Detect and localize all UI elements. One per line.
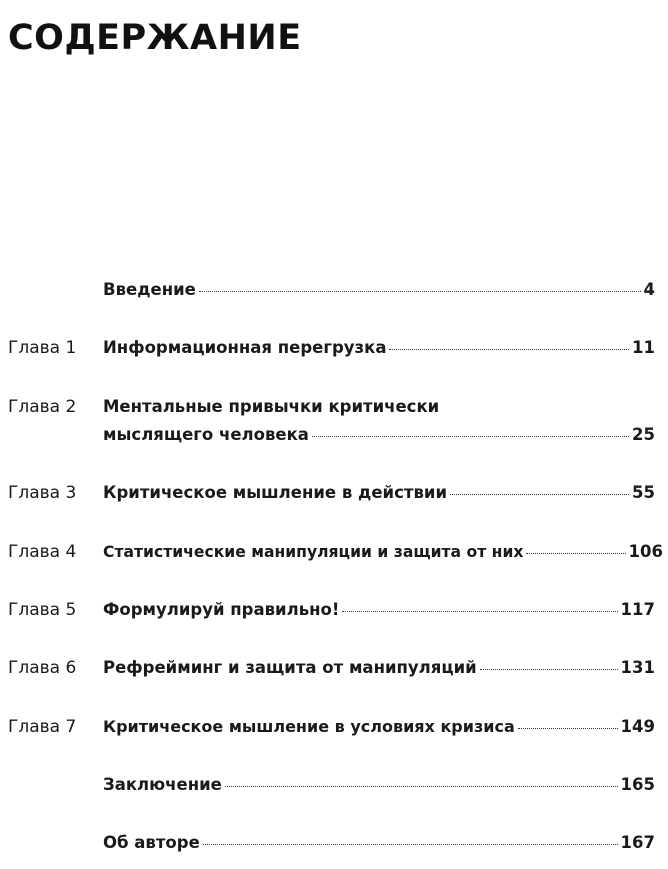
toc-entry-line — [103, 775, 655, 794]
dot-leader — [526, 553, 625, 554]
toc-entry-title: мыслящего человека — [103, 425, 309, 444]
chapter-label: Глава 6 — [8, 658, 77, 678]
toc-entry-line — [103, 483, 655, 502]
dot-leader — [480, 669, 618, 670]
toc-entry-line — [103, 600, 655, 619]
dot-leader — [342, 611, 617, 612]
toc-entry-page: 106 — [628, 542, 663, 561]
toc-entry-page: 4 — [643, 280, 655, 299]
toc-entry-page: 55 — [632, 483, 655, 502]
toc-entry-line — [103, 338, 655, 357]
toc-entry-page: 25 — [632, 425, 655, 444]
dot-leader — [389, 349, 629, 350]
toc-entry-title: Критическое мышление в условиях кризиса — [103, 717, 515, 736]
dot-leader — [450, 494, 629, 495]
toc-entry-title: Формулируй правильно! — [103, 600, 340, 619]
toc-entry-title: Информационная перегрузка — [103, 338, 387, 357]
toc-entry-title: Заключение — [103, 775, 222, 794]
page-title: СОДЕРЖАНИЕ — [8, 18, 302, 58]
toc-entry-page: 149 — [620, 717, 655, 736]
toc-entry-page: 11 — [632, 338, 655, 357]
chapter-label: Глава 7 — [8, 717, 77, 737]
toc-entry-title: Статистические манипуляции и защита от них — [103, 543, 524, 561]
chapter-label: Глава 5 — [8, 600, 77, 620]
dot-leader — [203, 844, 618, 845]
dot-leader — [199, 291, 641, 292]
toc-entry-line — [103, 833, 655, 852]
toc-entry-line — [103, 658, 655, 677]
toc-entry-page: 167 — [620, 833, 655, 852]
chapter-label: Глава 1 — [8, 338, 77, 358]
toc-entry-page: 117 — [620, 600, 655, 619]
dot-leader — [312, 436, 629, 437]
toc-entry-title: Критическое мышление в действии — [103, 483, 448, 502]
toc-entry-line — [103, 425, 655, 444]
dot-leader — [518, 728, 618, 729]
toc-entry-line — [103, 717, 655, 736]
toc-entry-page: 165 — [620, 775, 655, 794]
toc-entry-line — [103, 542, 663, 561]
chapter-label: Глава 4 — [8, 542, 77, 562]
chapter-label: Глава 2 — [8, 397, 77, 417]
toc-entry-title: Рефрейминг и защита от манипуляций — [103, 658, 477, 677]
toc-entry-title: Введение — [103, 280, 196, 299]
dot-leader — [225, 786, 618, 787]
toc-entry-title: Об авторе — [103, 833, 200, 852]
toc-entry-title-line1: Ментальные привычки критически — [103, 397, 440, 416]
chapter-label: Глава 3 — [8, 483, 77, 503]
toc-entry-line — [103, 280, 655, 299]
toc-entry-page: 131 — [620, 658, 655, 677]
